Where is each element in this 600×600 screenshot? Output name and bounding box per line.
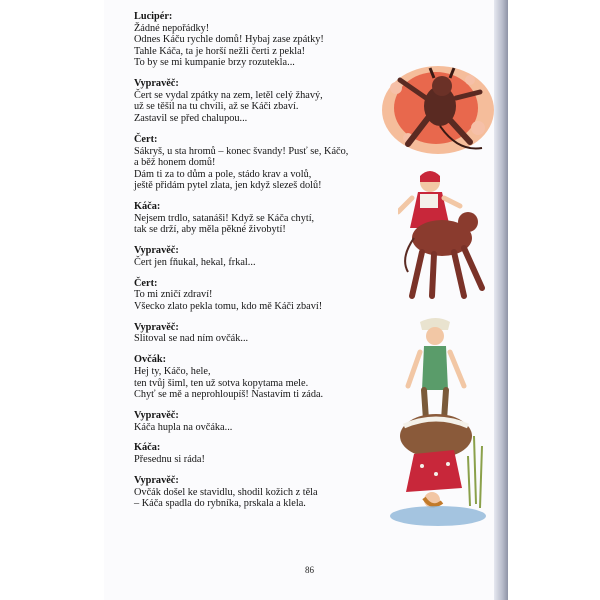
dialogue-block	[134, 322, 404, 345]
dialogue-line: Čert se vydal zpátky na zem, letěl celý žhavý,	[134, 89, 323, 101]
speaker-name: Ovčák:	[134, 354, 167, 366]
dialogue-line: tak se drží, aby měla pěkné živobytí!	[134, 224, 286, 236]
dialogue-block	[134, 410, 404, 433]
speaker-name: Čert:	[134, 133, 158, 145]
dialogue-line: Sákryš, u sta hromů – konec švandy! Pusť se, Káčo,	[134, 145, 349, 157]
dialogue-line: To by se mi kumpanie brzy rozutekla...	[134, 57, 295, 69]
dialogue-block	[134, 78, 404, 124]
speaker-name: Vypravěč:	[134, 78, 179, 90]
dialogue-line: a běž honem domů!	[134, 157, 216, 169]
dialogue-line: Zastavil se před chalupou...	[134, 113, 248, 125]
shepherd-and-kaca-illustration	[384, 316, 492, 528]
dialogue-block	[134, 245, 404, 268]
dialogue-line: Přesednu si ráda!	[134, 454, 205, 466]
dialogue-line: Ovčák došel ke stavidlu, shodil kožich z těla	[134, 486, 318, 498]
speaker-name: Vypravěč:	[134, 321, 179, 333]
dialogue-line: Hej ty, Káčo, hele,	[134, 365, 211, 377]
dialogue-line: Chyť se mě a neprohloupíš! Nastavím ti záda.	[134, 389, 324, 401]
dialogue-line: Všecko zlato pekla tomu, kdo mě Káči zbaví!	[134, 300, 323, 312]
speaker-name: Káča:	[134, 201, 161, 213]
dialogue-line: ještě přidám pytel zlata, jen když slezeš dolů!	[134, 180, 322, 192]
dialogue-line: – Káča spadla do rybníka, prskala a klela.	[134, 498, 306, 510]
dialogue-block	[134, 278, 404, 313]
kaca-riding-devil-illustration	[398, 168, 490, 300]
dialogue-line: To mi zničí zdraví!	[134, 289, 213, 301]
dialogue-block	[134, 442, 404, 465]
speaker-name: Vypravěč:	[134, 245, 179, 257]
dialogue-line: Nejsem trdlo, satanáši! Když se Káča chytí,	[134, 212, 315, 224]
speaker-name: Vypravěč:	[134, 410, 179, 421]
speaker-name: Lucipér:	[134, 11, 173, 22]
page-number: 86	[305, 565, 314, 575]
speaker-name: Čert:	[134, 277, 158, 289]
dialogue-line: Dám ti za to dům a pole, stádo krav a volů,	[134, 168, 312, 180]
dialogue-line: Žádné nepořádky!	[134, 22, 210, 34]
dialogue-line: Čert jen fňukal, hekal, frkal...	[134, 256, 256, 268]
flying-devil-illustration	[378, 58, 496, 158]
page-spine-shadow	[494, 0, 508, 600]
dialogue-line: Slitoval se nad ním ovčák...	[134, 333, 249, 345]
speaker-name: Káča:	[134, 442, 161, 454]
dialogue-block	[134, 354, 404, 400]
dialogue-block	[134, 475, 404, 510]
dialogue-text	[134, 11, 404, 519]
dialogue-block	[134, 11, 404, 69]
dialogue-line: Tahle Káča, ta je horší nežli čerti z pekla!	[134, 45, 306, 57]
dialogue-block	[134, 201, 404, 236]
dialogue-line: Odnes Káču rychle domů! Hybaj zase zpátky!	[134, 34, 324, 46]
dialogue-line: už se těšil na tu chvíli, až se Káči zbaví.	[134, 101, 299, 113]
dialogue-block	[134, 134, 404, 192]
speaker-name: Vypravěč:	[134, 474, 179, 486]
dialogue-line: ten tvůj šiml, ten už sotva kopytama mele.	[134, 377, 309, 389]
dialogue-line: Káča hupla na ovčáka...	[134, 421, 233, 433]
